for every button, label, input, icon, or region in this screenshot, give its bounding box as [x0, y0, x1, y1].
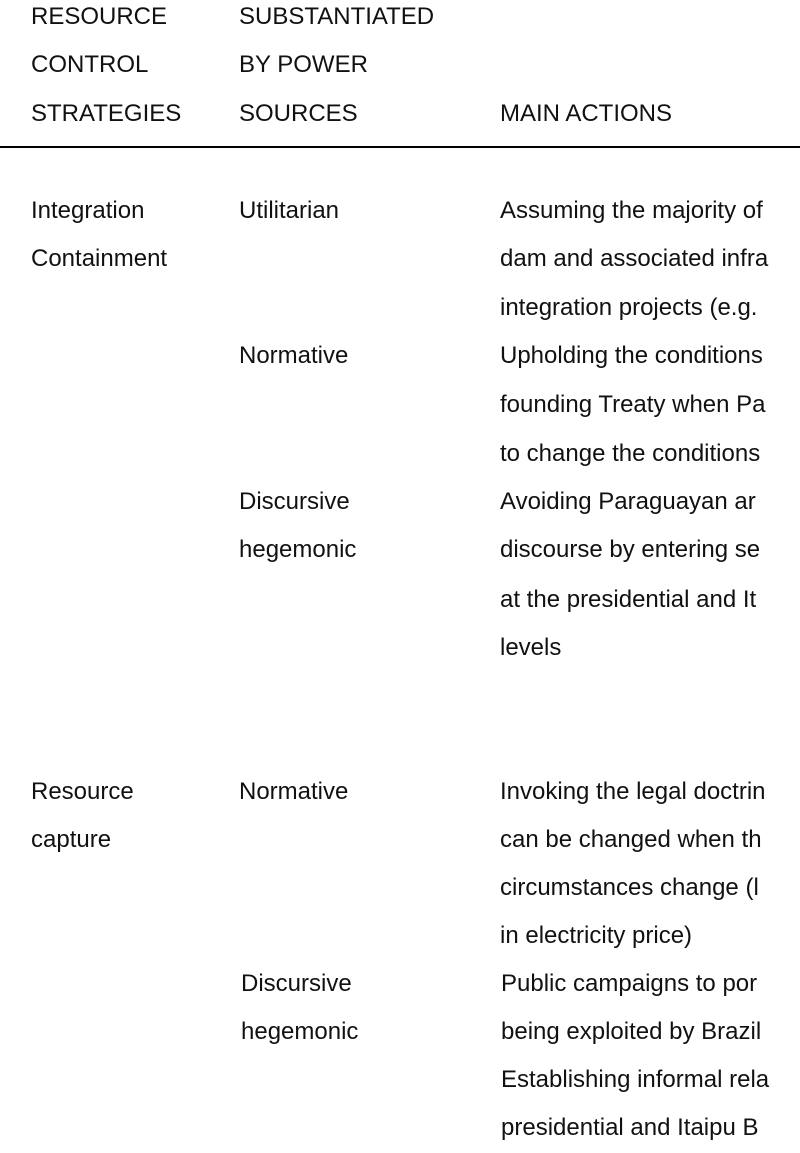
action-line: Upholding the conditions	[500, 342, 763, 369]
source-cell: Normative	[239, 778, 349, 805]
action-line: founding Treaty when Pa	[500, 391, 766, 418]
source-cell: hegemonic	[241, 1018, 359, 1045]
header-strategies-line: STRATEGIES	[31, 100, 182, 127]
action-line: levels	[500, 634, 562, 661]
action-line: being exploited by Brazil	[501, 1018, 762, 1045]
header-sources-line: SUBSTANTIATED	[239, 3, 435, 30]
action-line: to change the conditions	[500, 440, 761, 467]
header-actions: MAIN ACTIONS	[500, 100, 673, 127]
action-line: can be changed when th	[500, 826, 762, 853]
source-cell: Normative	[239, 342, 349, 369]
header-strategies-line: CONTROL	[31, 51, 149, 78]
strategy-cell: capture	[31, 826, 112, 853]
action-line: Invoking the legal doctrin	[500, 778, 766, 805]
header-sources-line: BY POWER	[239, 51, 368, 78]
action-line: integration projects (e.g.	[500, 294, 758, 321]
strategy-cell: Containment	[31, 245, 168, 272]
action-line: circumstances change (l	[500, 874, 759, 901]
source-cell: Discursive	[241, 970, 352, 997]
source-cell: Utilitarian	[239, 197, 340, 224]
strategy-cell: Integration	[31, 197, 145, 224]
source-cell: hegemonic	[239, 536, 357, 563]
header-sources-line: SOURCES	[239, 100, 358, 127]
action-line: presidential and Itaipu B	[501, 1114, 759, 1141]
header-divider	[0, 146, 800, 148]
action-line: discourse by entering se	[500, 536, 761, 563]
strategy-cell: Resource	[31, 778, 134, 805]
action-line: at the presidential and It	[500, 586, 757, 613]
source-cell: Discursive	[239, 488, 350, 515]
action-line: Establishing informal rela	[501, 1066, 770, 1093]
action-line: in electricity price)	[500, 922, 693, 949]
action-line: Avoiding Paraguayan ar	[500, 488, 756, 515]
action-line: dam and associated infra	[500, 245, 769, 272]
action-line: Public campaigns to por	[501, 970, 758, 997]
action-line: Assuming the majority of	[500, 197, 763, 224]
header-strategies-line: RESOURCE	[31, 3, 168, 30]
